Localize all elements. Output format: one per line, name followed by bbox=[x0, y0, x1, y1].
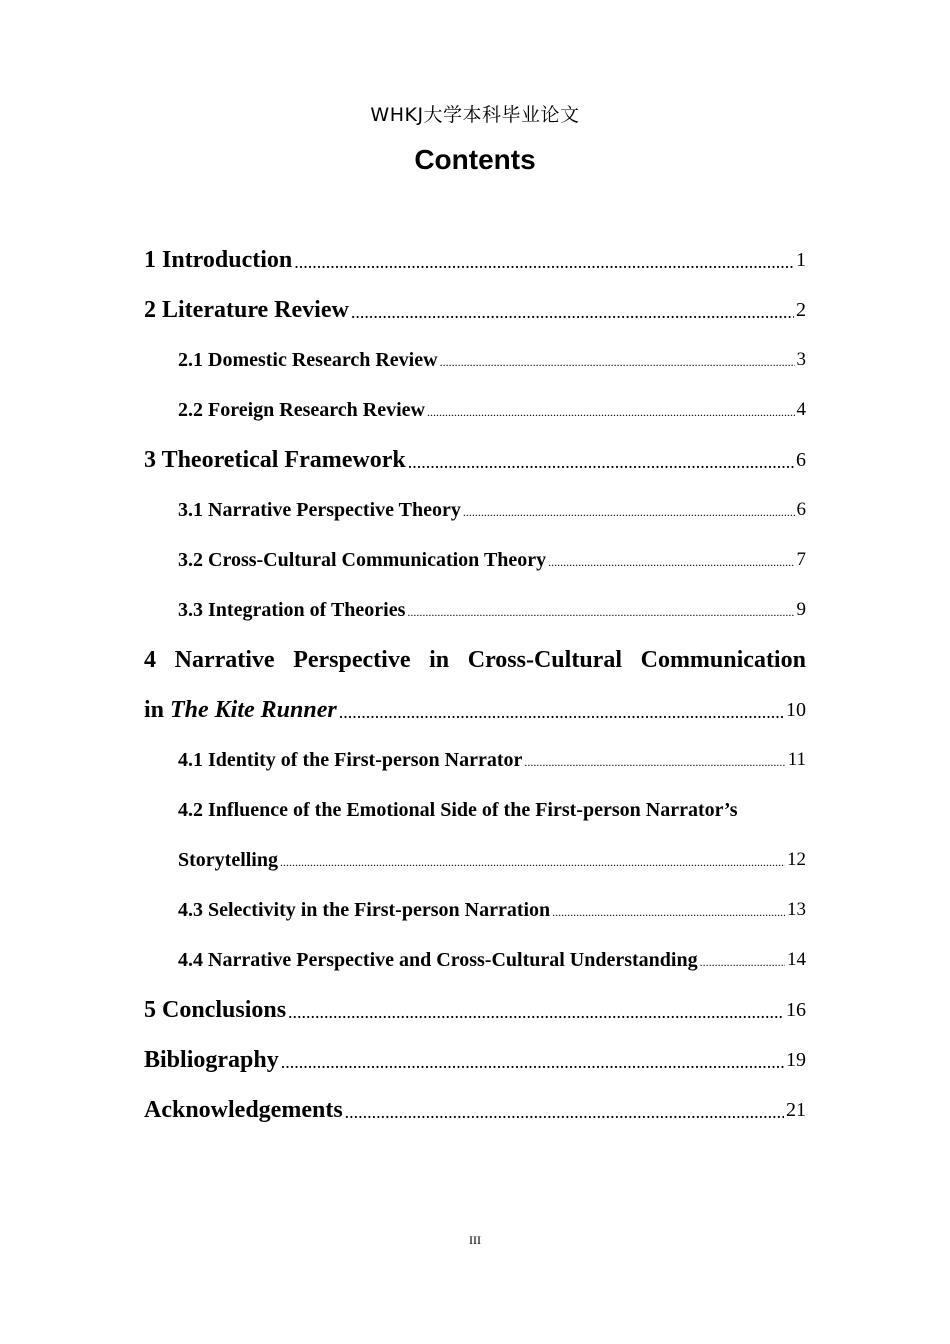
toc-entry-page: 3 bbox=[796, 349, 806, 370]
toc-entry-theoretical-framework[interactable] bbox=[144, 435, 806, 485]
toc-entry-page: 2 bbox=[796, 298, 806, 321]
toc-entry-introduction[interactable] bbox=[144, 235, 806, 285]
dot-leader bbox=[548, 555, 794, 570]
toc-entry-identity-of-narrator[interactable] bbox=[144, 735, 806, 785]
toc-entry-emotional-side-line-1[interactable] bbox=[144, 785, 806, 835]
toc-entry-page: 4 bbox=[796, 399, 806, 420]
toc-entry-label: 2.1 Domestic Research Review bbox=[178, 348, 438, 371]
book-title: The Kite Runner bbox=[170, 696, 337, 723]
dot-leader bbox=[294, 252, 794, 273]
toc-entry-page: 9 bbox=[796, 599, 806, 620]
toc-entry-page: 16 bbox=[786, 998, 806, 1021]
toc-entry-label: 1 Introduction bbox=[144, 246, 293, 273]
toc-entry-page: 1 bbox=[796, 248, 806, 271]
toc-entry-label: 3.2 Cross-Cultural Communication Theory bbox=[178, 548, 547, 571]
dot-leader bbox=[524, 755, 785, 770]
toc-entry-label: 2.2 Foreign Research Review bbox=[178, 398, 425, 421]
toc-entry-label: 4.4 Narrative Perspective and Cross-Cultural Understanding bbox=[178, 948, 698, 971]
toc-entry-word: Cross-Cultural bbox=[467, 646, 622, 673]
toc-entry-label bbox=[144, 697, 337, 724]
page-title: Contents bbox=[414, 144, 536, 175]
toc-entry-conclusions[interactable] bbox=[144, 985, 806, 1035]
dot-leader bbox=[440, 355, 795, 370]
toc-entry-label: Storytelling bbox=[178, 848, 278, 871]
toc-entry-domestic-research-review[interactable] bbox=[144, 335, 806, 385]
dot-leader bbox=[427, 405, 795, 420]
dot-leader bbox=[408, 452, 794, 473]
toc-entry-label: 4.1 Identity of the First-person Narrator bbox=[178, 748, 523, 771]
table-of-contents bbox=[144, 235, 806, 1135]
toc-entry-page: 21 bbox=[786, 1098, 806, 1121]
toc-entry-word: 4 bbox=[144, 646, 156, 673]
dot-leader bbox=[281, 1052, 784, 1073]
dot-leader bbox=[700, 955, 785, 970]
toc-entry-page: 6 bbox=[796, 448, 806, 471]
toc-entry-label: 5 Conclusions bbox=[144, 996, 287, 1023]
toc-entry-acknowledgements[interactable] bbox=[144, 1085, 806, 1135]
toc-entry-word: Communication bbox=[640, 646, 806, 673]
toc-entry-narrative-understanding[interactable] bbox=[144, 935, 806, 985]
toc-entry-word: Perspective bbox=[293, 646, 411, 673]
dot-leader bbox=[552, 905, 785, 920]
toc-entry-label: 3.3 Integration of Theories bbox=[178, 598, 406, 621]
toc-entry-cross-cultural-communication-theory[interactable] bbox=[144, 535, 806, 585]
toc-entry-label: 3 Theoretical Framework bbox=[144, 446, 406, 473]
toc-entry-integration-of-theories[interactable] bbox=[144, 585, 806, 635]
toc-entry-narrative-perspective-theory[interactable] bbox=[144, 485, 806, 535]
toc-entry-page: 11 bbox=[787, 749, 806, 770]
running-header: WHKJ大学本科毕业论文 bbox=[370, 104, 580, 126]
toc-entry-chapter-4-line-2[interactable] bbox=[144, 685, 806, 735]
toc-entry-page: 12 bbox=[787, 849, 806, 870]
toc-entry-foreign-research-review[interactable] bbox=[144, 385, 806, 435]
toc-entry-word: Narrative bbox=[174, 646, 275, 673]
toc-entry-chapter-4-line-1[interactable] bbox=[144, 635, 806, 685]
toc-entry-word: in bbox=[429, 646, 450, 673]
dot-leader bbox=[351, 302, 794, 323]
toc-entry-bibliography[interactable] bbox=[144, 1035, 806, 1085]
dot-leader bbox=[345, 1102, 784, 1123]
page-number: III bbox=[469, 1233, 481, 1247]
toc-entry-label: 3.1 Narrative Perspective Theory bbox=[178, 498, 461, 521]
toc-entry-page: 10 bbox=[786, 698, 806, 721]
toc-entry-literature-review[interactable] bbox=[144, 285, 806, 335]
dot-leader bbox=[407, 605, 794, 620]
dot-leader bbox=[463, 505, 795, 520]
toc-entry-page: 7 bbox=[796, 549, 806, 570]
toc-entry-label: Acknowledgements bbox=[144, 1096, 343, 1123]
toc-entry-selectivity[interactable] bbox=[144, 885, 806, 935]
toc-entry-label: Bibliography bbox=[144, 1046, 279, 1073]
toc-entry-label: 4.3 Selectivity in the First-person Narration bbox=[178, 898, 551, 921]
toc-entry-label: 4.2 Influence of the Emotional Side of the First-person Narrator’s bbox=[178, 798, 738, 821]
dot-leader bbox=[339, 702, 784, 723]
toc-entry-label-prefix: in bbox=[144, 696, 171, 723]
dot-leader bbox=[288, 1002, 784, 1023]
dot-leader bbox=[280, 855, 785, 870]
toc-entry-label: 2 Literature Review bbox=[144, 296, 349, 323]
toc-entry-page: 13 bbox=[787, 899, 806, 920]
toc-entry-page: 19 bbox=[786, 1048, 806, 1071]
toc-entry-emotional-side-line-2[interactable] bbox=[144, 835, 806, 885]
toc-entry-page: 14 bbox=[787, 949, 806, 970]
toc-entry-page: 6 bbox=[796, 499, 806, 520]
